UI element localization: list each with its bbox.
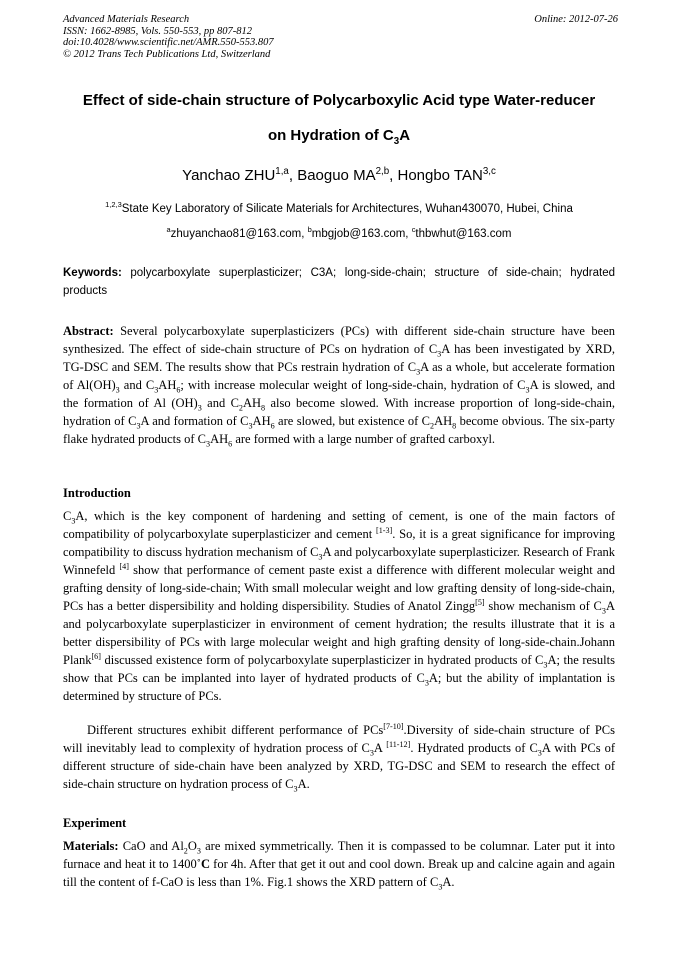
email-link[interactable]: mbgjob@163.com: [311, 228, 406, 240]
abstract-text: Several polycarboxylate superplasticizers (PCs) with different side-chain structure have been synthesized. The effect of side-chain structure of PCs on hydration of $C_3A$ has been investigated by XRD, TG-DSC and SEM. The results show that PCs restrain hydration of $C_3A$ as a whole, but accelerate formation of $Al(OH)_3$ and $C_3AH_6$; with increase molecular weight of long-side-chain, hydration of $C_3A$ is slowed, and the formation of Al $(OH)_3$ and $C_2AH_8$ also become slowed. With increase proportion of long-side-chain, hydration of $C_3A$ and formation of $C_3AH_6$ are slowed, but existence of $C_2AH_8$ become obvious. The six-party flake hydrated products of $C_3AH_6$ are formed with a large number of grafted carboxyl.: [63, 324, 616, 449]
author-list: Yanchao ZHU$^{1,a}$, Baoguo MA$^{2,b}$, Hongbo TAN$^{3,c}$: [182, 166, 496, 184]
introduction-paragraph-2: Different structures exhibit different performance of PCs[7-10].Diversity of side-chain structure of PCs will inevitably lead to complexity of hydration process of $C_3A$ [11-12]. Hydrated products of $C_3A$ with PCs of different structure of side-chain have been analyzed by XRD, TG-DSC and SEM to research the effect of side-chain structure on hydration process of $C_3A$.: [63, 721, 615, 794]
affiliation: $^{1,2,3}$State Key Laboratory of Silicate Materials for Architectures, Wuhan430070, Hubei, China: [105, 200, 573, 215]
materials-label: Materials:: [63, 839, 119, 853]
journal-copyright: © 2012 Trans Tech Publications Ltd, Switzerland: [63, 48, 271, 60]
keywords-label: Keywords:: [63, 267, 122, 279]
materials-paragraph: [63, 837, 615, 891]
introduction-paragraph-1: $C_3A$, which is the key component of hardening and setting of cement, is one of the main factors of compatibility of polycarboxylate superplasticizer and cement [1-3]. So, it is a great significance for improving compatibility to discuss hydration mechanism of $C_3A$ and polycarboxylate superplasticizer. Research of Frank Winnefeld [4] show that performance of cement paste exist a difference with different molecular weight and grafting density of long-side-chain; With small molecular weight and low grafting density of long-side-chain, PCs has a better dispersibility and holding dispersibility. Studies of Anatol Zingg[5] show mechanism of $C_3A$ and polycarboxylate superplasticizer in environment of cement hydration; the results illustrate that it is a better dispersibility of PCs with large molecular weight and high grafting density of long-side-chain.Johann Plank[6] discussed existence form of polycarboxylate superplasticizer in hydrated products of $C_3A$; the results show that PCs can be implanted into layer of hydrated products of $C_3A$; but the ability of implantation is determined by structure of PCs.: [63, 509, 615, 703]
section-heading-experiment: Experiment: [63, 816, 127, 830]
section-heading-introduction: Introduction: [63, 486, 131, 500]
journal-header: [63, 14, 618, 60]
abstract: [63, 322, 615, 448]
abstract-label: Abstract:: [63, 324, 114, 338]
author-name: Baoguo MA: [297, 167, 376, 184]
keywords: [63, 264, 615, 300]
email-link[interactable]: zhuyanchao81@163.com: [170, 228, 302, 240]
paper-title-line-1: Effect of side-chain structure of Polycarboxylic Acid type Water-reducer: [82, 92, 596, 109]
paper-title-line-2: on Hydration of $C_3A$: [267, 127, 411, 147]
email-link[interactable]: thbwhut@163.com: [415, 228, 512, 240]
author-name: Yanchao ZHU: [182, 167, 276, 184]
online-date: Online: 2012-07-26: [534, 14, 618, 25]
journal-issn: ISSN: 1662-8985, Vols. 550-553, pp 807-812: [63, 25, 252, 37]
journal-doi: doi:10.4028/www.scientific.net/AMR.550-553.807: [63, 37, 274, 48]
keywords-text: polycarboxylate superplasticizer; C3A; long-side-chain; structure of side-chain; hydrated products: [63, 267, 615, 297]
author-name: Hongbo TAN: [397, 167, 483, 184]
materials-text: CaO and $Al_2O_3$ are mixed symmetrically. Then it is compassed to be columnar. Later put it into furnace and heat it to 1400˚C for 4h. After that get it out and cool down. Break up and calcine again and again till the content of f-CaO is less than 1%. Fig.1 shows the XRD pattern of $C_3A$.: [63, 839, 616, 892]
author-emails: $^a$zhuyanchao81@163.com, $^b$mbgjob@163.com, $^c$thbwhut@163.com: [166, 225, 512, 240]
journal-name: Advanced Materials Research: [63, 14, 190, 25]
